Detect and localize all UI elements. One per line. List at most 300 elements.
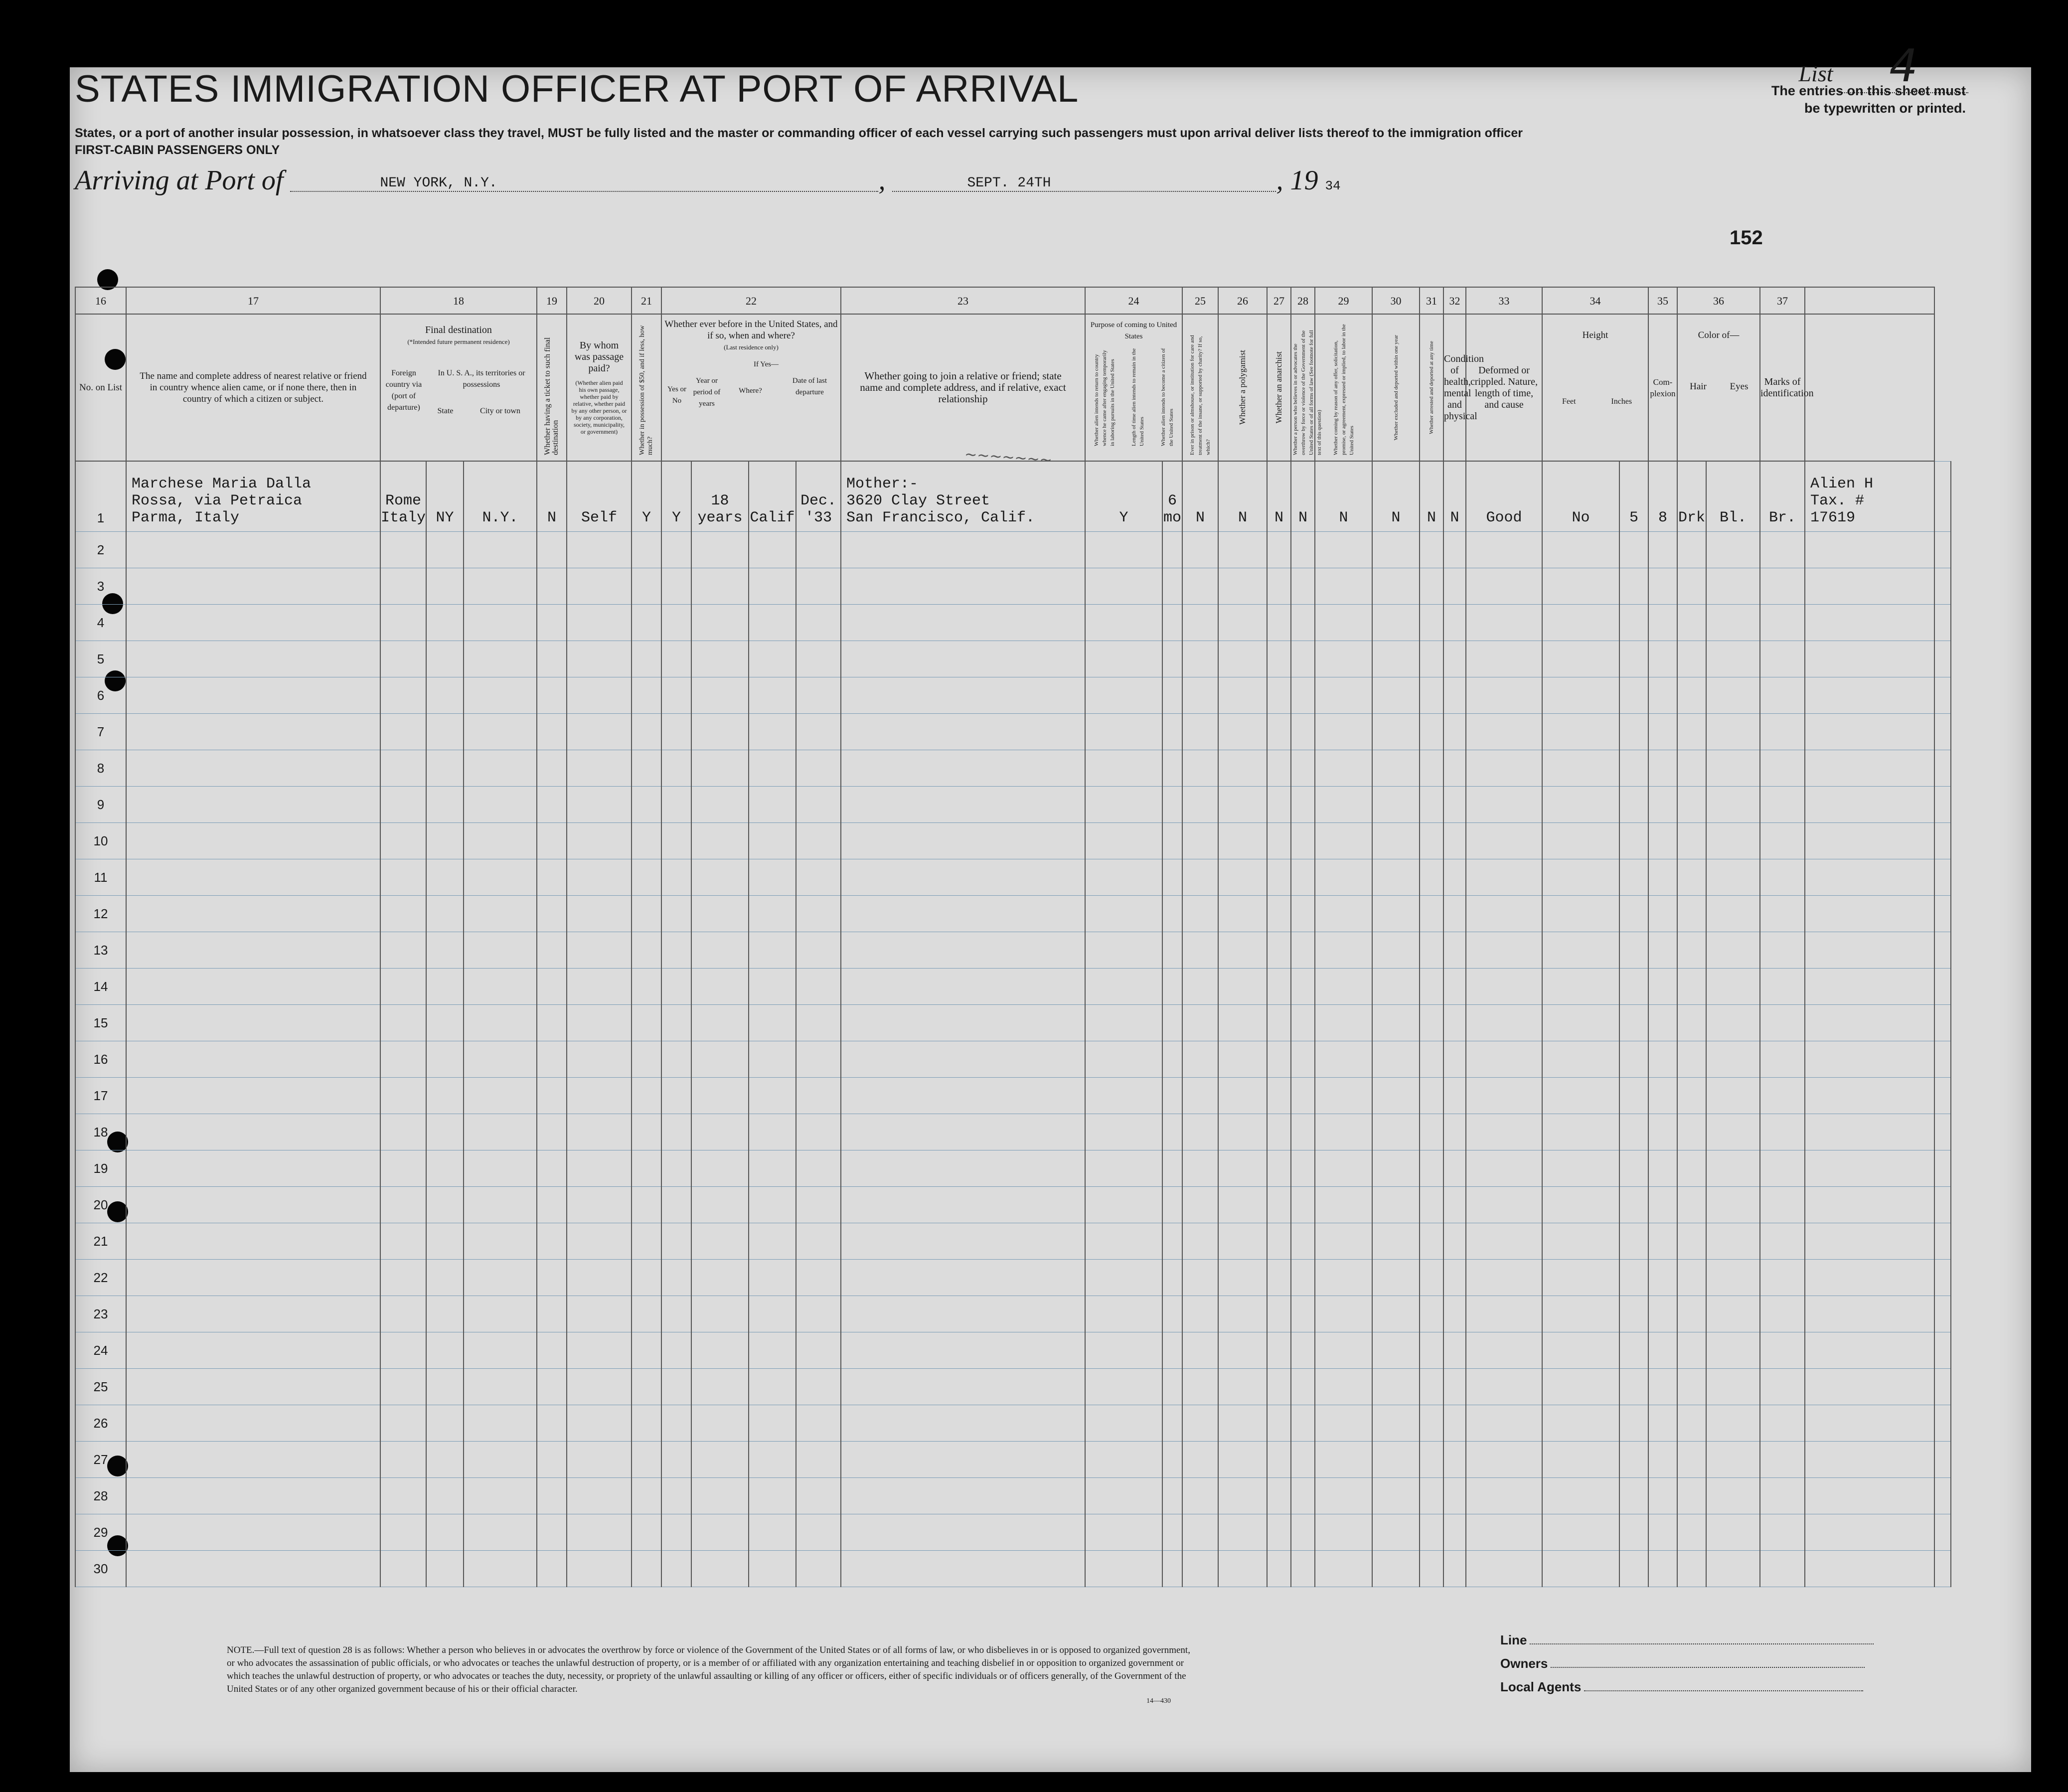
cell-no (75, 1005, 126, 1041)
handwritten-annotation: ~~~~~~~ (963, 445, 1053, 470)
cell-prison (1218, 859, 1267, 896)
cell-q28 (1315, 1150, 1372, 1187)
cell-blank (1934, 859, 1951, 896)
cell-text: N (1274, 509, 1283, 526)
cell-text: 9 (97, 797, 105, 812)
cell-q30 (1420, 1150, 1443, 1187)
cell-deformed (1542, 859, 1619, 896)
cell-blank (1934, 1260, 1951, 1296)
cell-foreign (380, 532, 426, 568)
cell-inches (1648, 896, 1677, 932)
cell-deformed (1542, 1405, 1619, 1442)
cell-text: Good (1486, 509, 1522, 526)
cell-fifty (632, 1296, 661, 1332)
cell-inches (1648, 1442, 1677, 1478)
cell-ever (661, 823, 691, 859)
cell-prison (1218, 1332, 1267, 1369)
header-height (1542, 314, 1648, 461)
cell-join (841, 823, 1085, 859)
cell-eyes (1760, 1260, 1805, 1296)
cell-p-return (1085, 1114, 1162, 1150)
cell-hair (1706, 714, 1760, 750)
cell-blank (1934, 1114, 1951, 1150)
cell-health (1466, 1551, 1542, 1587)
cell-polygamist (1267, 1114, 1291, 1150)
cell-eyes (1760, 641, 1805, 677)
cell-p-length (1162, 750, 1182, 787)
cell-complexion (1677, 1369, 1706, 1405)
cell-no (75, 1114, 126, 1150)
header-inches: Inches (1611, 397, 1632, 406)
cell-city (464, 1369, 537, 1405)
cell-q29 (1372, 896, 1420, 932)
cell-state (426, 787, 464, 823)
cell-ever (661, 1114, 691, 1150)
cell-blank (1934, 1405, 1951, 1442)
cell-period (691, 1187, 749, 1223)
cell-inches (1648, 641, 1677, 677)
cell-city (464, 641, 537, 677)
cell-blank (1934, 1041, 1951, 1078)
cell-date (796, 1260, 841, 1296)
cell-inches (1648, 605, 1677, 641)
cell-fifty (632, 461, 661, 532)
table-row (75, 1078, 1951, 1114)
cell-relative (126, 932, 380, 969)
cell-date (796, 859, 841, 896)
col-number: 26 (1218, 287, 1267, 314)
cell-p-length (1162, 677, 1182, 714)
cell-blank (1934, 969, 1951, 1005)
cell-inches (1648, 969, 1677, 1005)
cell-city (464, 859, 537, 896)
cell-ticket (537, 1114, 567, 1150)
cell-paid (567, 1405, 632, 1442)
cell-q31 (1443, 461, 1466, 532)
header-subtitle (75, 125, 1670, 159)
cell-text: NY (436, 509, 454, 526)
purpose-return: Whether alien intends to return to country whence he came after engaging temporarily in laboring pursuits in the United States (1093, 350, 1115, 446)
cell-join (841, 1223, 1085, 1260)
cell-p-citizen (1182, 1260, 1218, 1296)
cell-anarchist (1291, 1078, 1315, 1114)
cell-feet (1619, 1442, 1648, 1478)
table-row (75, 1405, 1951, 1442)
cell-inches (1648, 1332, 1677, 1369)
cell-period (691, 1150, 749, 1187)
cell-city (464, 532, 537, 568)
cell-marks (1805, 1405, 1934, 1442)
table-row (75, 1478, 1951, 1514)
arriving-line: Arriving at Port of NEW YORK, N.Y. , SEPT. 24TH , 19 34 (75, 165, 1341, 196)
cell-join (841, 1260, 1085, 1296)
cell-polygamist (1267, 1369, 1291, 1405)
cell-complexion (1677, 1187, 1706, 1223)
cell-p-return (1085, 932, 1162, 969)
cell-polygamist (1267, 932, 1291, 969)
cell-relative (126, 1514, 380, 1551)
cell-p-citizen (1182, 1078, 1218, 1114)
cell-polygamist (1267, 1041, 1291, 1078)
cell-join (841, 1296, 1085, 1332)
cell-q30 (1420, 1332, 1443, 1369)
header-color (1677, 314, 1760, 461)
cell-eyes (1760, 969, 1805, 1005)
cell-q29 (1372, 1223, 1420, 1260)
cell-prison (1218, 1442, 1267, 1478)
cell-city (464, 677, 537, 714)
cell-ticket (537, 787, 567, 823)
table-row (75, 1514, 1951, 1551)
header-if-yes: If Yes— (753, 360, 779, 368)
cell-p-length (1162, 532, 1182, 568)
cell-blank (1934, 1551, 1951, 1587)
subtitle-line: States, or a port of another insular possession, in whatsoever class they travel, MUST be fully listed and the master or commanding officer of each vessel carrying such passengers must upon arrival deliver lists thereof to the immigration officer (75, 126, 1523, 140)
cell-ticket (537, 1296, 567, 1332)
cell-q30 (1420, 605, 1443, 641)
cell-city (464, 1223, 537, 1260)
cell-q30 (1420, 1405, 1443, 1442)
cell-p-return (1085, 1369, 1162, 1405)
header-yes-no: Yes or No (667, 385, 687, 405)
cell-health (1466, 823, 1542, 859)
cell-q30 (1420, 1551, 1443, 1587)
cell-blank (1934, 1442, 1951, 1478)
table-row (75, 1114, 1951, 1150)
cell-health (1466, 605, 1542, 641)
cell-city (464, 1041, 537, 1078)
cell-ticket (537, 1478, 567, 1514)
cell-eyes (1760, 1296, 1805, 1332)
cell-deformed (1542, 1114, 1619, 1150)
cell-feet (1619, 461, 1648, 532)
cell-q29 (1372, 859, 1420, 896)
cell-foreign (380, 461, 426, 532)
table-row (75, 641, 1951, 677)
cell-q30 (1420, 1078, 1443, 1114)
cell-health (1466, 1041, 1542, 1078)
cell-marks (1805, 1296, 1934, 1332)
cell-q31 (1443, 1405, 1466, 1442)
cell-prison (1218, 932, 1267, 969)
cell-deformed (1542, 461, 1619, 532)
cell-text: N (1298, 509, 1307, 526)
header-q29 (1315, 314, 1372, 461)
cell-relative (126, 1114, 380, 1150)
header-feet: Feet (1562, 397, 1576, 406)
cell-health (1466, 1114, 1542, 1150)
cell-relative (126, 461, 380, 532)
header-ticket (537, 314, 567, 461)
cell-p-citizen (1182, 1187, 1218, 1223)
cell-date (796, 896, 841, 932)
cell-date (796, 823, 841, 859)
header-ever-before (661, 314, 841, 461)
cell-fifty (632, 1223, 661, 1260)
cell-foreign (380, 714, 426, 750)
cell-blank (1934, 1005, 1951, 1041)
cell-anarchist (1291, 1514, 1315, 1551)
header-hair: Hair (1690, 381, 1707, 392)
cell-no (75, 896, 126, 932)
cell-marks (1805, 1442, 1934, 1478)
col-number: 32 (1443, 287, 1466, 314)
cell-q29 (1372, 532, 1420, 568)
cell-relative (126, 896, 380, 932)
cell-p-length (1162, 1005, 1182, 1041)
cell-join (841, 568, 1085, 605)
cell-hair (1706, 1296, 1760, 1332)
cell-text: San Francisco, Calif. (846, 509, 1035, 526)
cell-q31 (1443, 1369, 1466, 1405)
cell-hair (1706, 1223, 1760, 1260)
cell-date (796, 1514, 841, 1551)
cell-where (749, 568, 796, 605)
cell-p-citizen (1182, 1514, 1218, 1551)
cell-paid (567, 1442, 632, 1478)
cell-date (796, 1405, 841, 1442)
cell-join (841, 641, 1085, 677)
cell-ticket (537, 1005, 567, 1041)
cell-inches (1648, 461, 1677, 532)
cell-p-length (1162, 714, 1182, 750)
cell-p-citizen (1182, 969, 1218, 1005)
cell-anarchist (1291, 1296, 1315, 1332)
cell-foreign (380, 969, 426, 1005)
cell-state (426, 1332, 464, 1369)
cell-text: 17 (93, 1088, 108, 1103)
cell-blank (1934, 1150, 1951, 1187)
cell-feet (1619, 1150, 1648, 1187)
cell-q29 (1372, 1041, 1420, 1078)
cell-foreign (380, 823, 426, 859)
header-eyes: Eyes (1730, 381, 1749, 392)
cell-foreign (380, 677, 426, 714)
cell-prison (1218, 787, 1267, 823)
cell-blank (1934, 605, 1951, 641)
cell-anarchist (1291, 787, 1315, 823)
cell-city (464, 1405, 537, 1442)
cell-anarchist (1291, 1005, 1315, 1041)
cell-polygamist (1267, 1187, 1291, 1223)
cell-p-return (1085, 1260, 1162, 1296)
cell-q31 (1443, 1478, 1466, 1514)
cell-no (75, 1041, 126, 1078)
cell-anarchist (1291, 605, 1315, 641)
cell-q31 (1443, 787, 1466, 823)
cell-feet (1619, 568, 1648, 605)
cell-foreign (380, 1187, 426, 1223)
cell-eyes (1760, 532, 1805, 568)
cell-complexion (1677, 1114, 1706, 1150)
col-blank (1805, 287, 1934, 314)
cell-date (796, 461, 841, 532)
cell-date (796, 714, 841, 750)
cell-deformed (1542, 1369, 1619, 1405)
cell-paid (567, 896, 632, 932)
cell-paid (567, 1260, 632, 1296)
cell-where (749, 823, 796, 859)
cell-deformed (1542, 1551, 1619, 1587)
cell-feet (1619, 932, 1648, 969)
cell-q29 (1372, 823, 1420, 859)
cell-ever (661, 750, 691, 787)
cell-no (75, 1187, 126, 1223)
cell-feet (1619, 1332, 1648, 1369)
final-destination-label: Final destination (425, 325, 492, 335)
cell-city (464, 969, 537, 1005)
cell-p-length (1162, 1260, 1182, 1296)
cell-q31 (1443, 823, 1466, 859)
cell-feet (1619, 1114, 1648, 1150)
cell-polygamist (1267, 1442, 1291, 1478)
cell-p-citizen (1182, 1405, 1218, 1442)
header-q31 (1420, 314, 1443, 461)
cell-eyes (1760, 1005, 1805, 1041)
cell-q28 (1315, 461, 1372, 532)
cell-ever (661, 1332, 691, 1369)
cell-period (691, 750, 749, 787)
col-number: 35 (1648, 287, 1677, 314)
cell-text: 11 (94, 869, 108, 885)
cell-q29 (1372, 787, 1420, 823)
cell-text: 6 (97, 687, 105, 703)
ever-before-label: Whether ever before in the United States, and if so, when and where? (664, 319, 838, 341)
owners-field (1500, 1656, 1865, 1671)
cell-no (75, 969, 126, 1005)
cell-foreign (380, 1041, 426, 1078)
cell-no (75, 1260, 126, 1296)
cell-eyes (1760, 1405, 1805, 1442)
col-number: 37 (1760, 287, 1805, 314)
table-row (75, 677, 1951, 714)
cell-feet (1619, 1369, 1648, 1405)
cell-paid (567, 461, 632, 532)
cell-p-citizen (1182, 461, 1218, 532)
cell-period (691, 1369, 749, 1405)
cell-date (796, 1296, 841, 1332)
cell-paid (567, 532, 632, 568)
cell-relative (126, 787, 380, 823)
cell-text: 18 (93, 1124, 108, 1140)
cell-hair (1706, 532, 1760, 568)
cell-feet (1619, 1223, 1648, 1260)
cell-complexion (1677, 1260, 1706, 1296)
cell-health (1466, 1187, 1542, 1223)
cell-text: Y (641, 509, 651, 526)
cell-q30 (1420, 714, 1443, 750)
cell-city (464, 1187, 537, 1223)
cell-anarchist (1291, 1369, 1315, 1405)
cell-date (796, 1005, 841, 1041)
cell-eyes (1760, 605, 1805, 641)
purpose-label: Purpose of coming to United States (1090, 321, 1177, 340)
cell-period (691, 1551, 749, 1587)
cell-complexion (1677, 1478, 1706, 1514)
cell-no (75, 1223, 126, 1260)
cell-date (796, 1442, 841, 1478)
cell-q30 (1420, 641, 1443, 677)
cell-prison (1218, 1369, 1267, 1405)
cell-q28 (1315, 1187, 1372, 1223)
cell-city (464, 1150, 537, 1187)
col-number: 23 (841, 287, 1085, 314)
table-row (75, 1551, 1951, 1587)
cell-join (841, 1514, 1085, 1551)
col-number: 31 (1420, 287, 1443, 314)
cell-q30 (1420, 1514, 1443, 1551)
cell-complexion (1677, 787, 1706, 823)
cell-foreign (380, 896, 426, 932)
cell-where (749, 1405, 796, 1442)
cell-deformed (1542, 787, 1619, 823)
cell-feet (1619, 1514, 1648, 1551)
cell-q28 (1315, 1041, 1372, 1078)
cell-polygamist (1267, 1332, 1291, 1369)
cell-relative (126, 677, 380, 714)
color-of-label: Color of— (1698, 330, 1740, 340)
cell-p-return (1085, 677, 1162, 714)
table-row (75, 750, 1951, 787)
cell-deformed (1542, 969, 1619, 1005)
cell-q30 (1420, 823, 1443, 859)
cell-foreign (380, 1078, 426, 1114)
cell-fifty (632, 568, 661, 605)
cell-q28 (1315, 1478, 1372, 1514)
cell-health (1466, 932, 1542, 969)
cell-text: Italy (381, 509, 426, 526)
cell-prison (1218, 1005, 1267, 1041)
cell-anarchist (1291, 750, 1315, 787)
cell-fifty (632, 1369, 661, 1405)
cell-complexion (1677, 1150, 1706, 1187)
cell-blank (1934, 1296, 1951, 1332)
cell-join (841, 787, 1085, 823)
col-number: 36 (1677, 287, 1760, 314)
cell-complexion (1677, 750, 1706, 787)
cell-city (464, 568, 537, 605)
cell-deformed (1542, 896, 1619, 932)
cell-polygamist (1267, 605, 1291, 641)
cell-paid (567, 1187, 632, 1223)
cell-foreign (380, 1332, 426, 1369)
header-complexion: Com-plexion (1648, 314, 1677, 461)
cell-marks (1805, 1150, 1934, 1187)
col-number: 29 (1315, 287, 1372, 314)
cell-date (796, 677, 841, 714)
cell-q28 (1315, 1514, 1372, 1551)
cell-anarchist (1291, 1041, 1315, 1078)
cell-where (749, 932, 796, 969)
cell-p-length (1162, 1514, 1182, 1551)
cell-ticket (537, 1078, 567, 1114)
cell-anarchist (1291, 932, 1315, 969)
cell-foreign (380, 641, 426, 677)
cell-hair (1706, 1514, 1760, 1551)
cell-paid (567, 677, 632, 714)
cell-state (426, 1260, 464, 1296)
entries-note (1771, 82, 1966, 117)
cell-q30 (1420, 1223, 1443, 1260)
header-foreign-country: Foreign country via (port of departure) (385, 369, 422, 412)
cell-text: N (1391, 509, 1401, 526)
cell-text: 23 (93, 1306, 108, 1321)
cell-ticket (537, 568, 567, 605)
header-ticket-text: Whether having a ticket to such final destination (543, 337, 560, 455)
header-state: State (437, 407, 454, 415)
last-residence-note: (Last residence only) (724, 343, 779, 351)
cell-hair (1706, 859, 1760, 896)
